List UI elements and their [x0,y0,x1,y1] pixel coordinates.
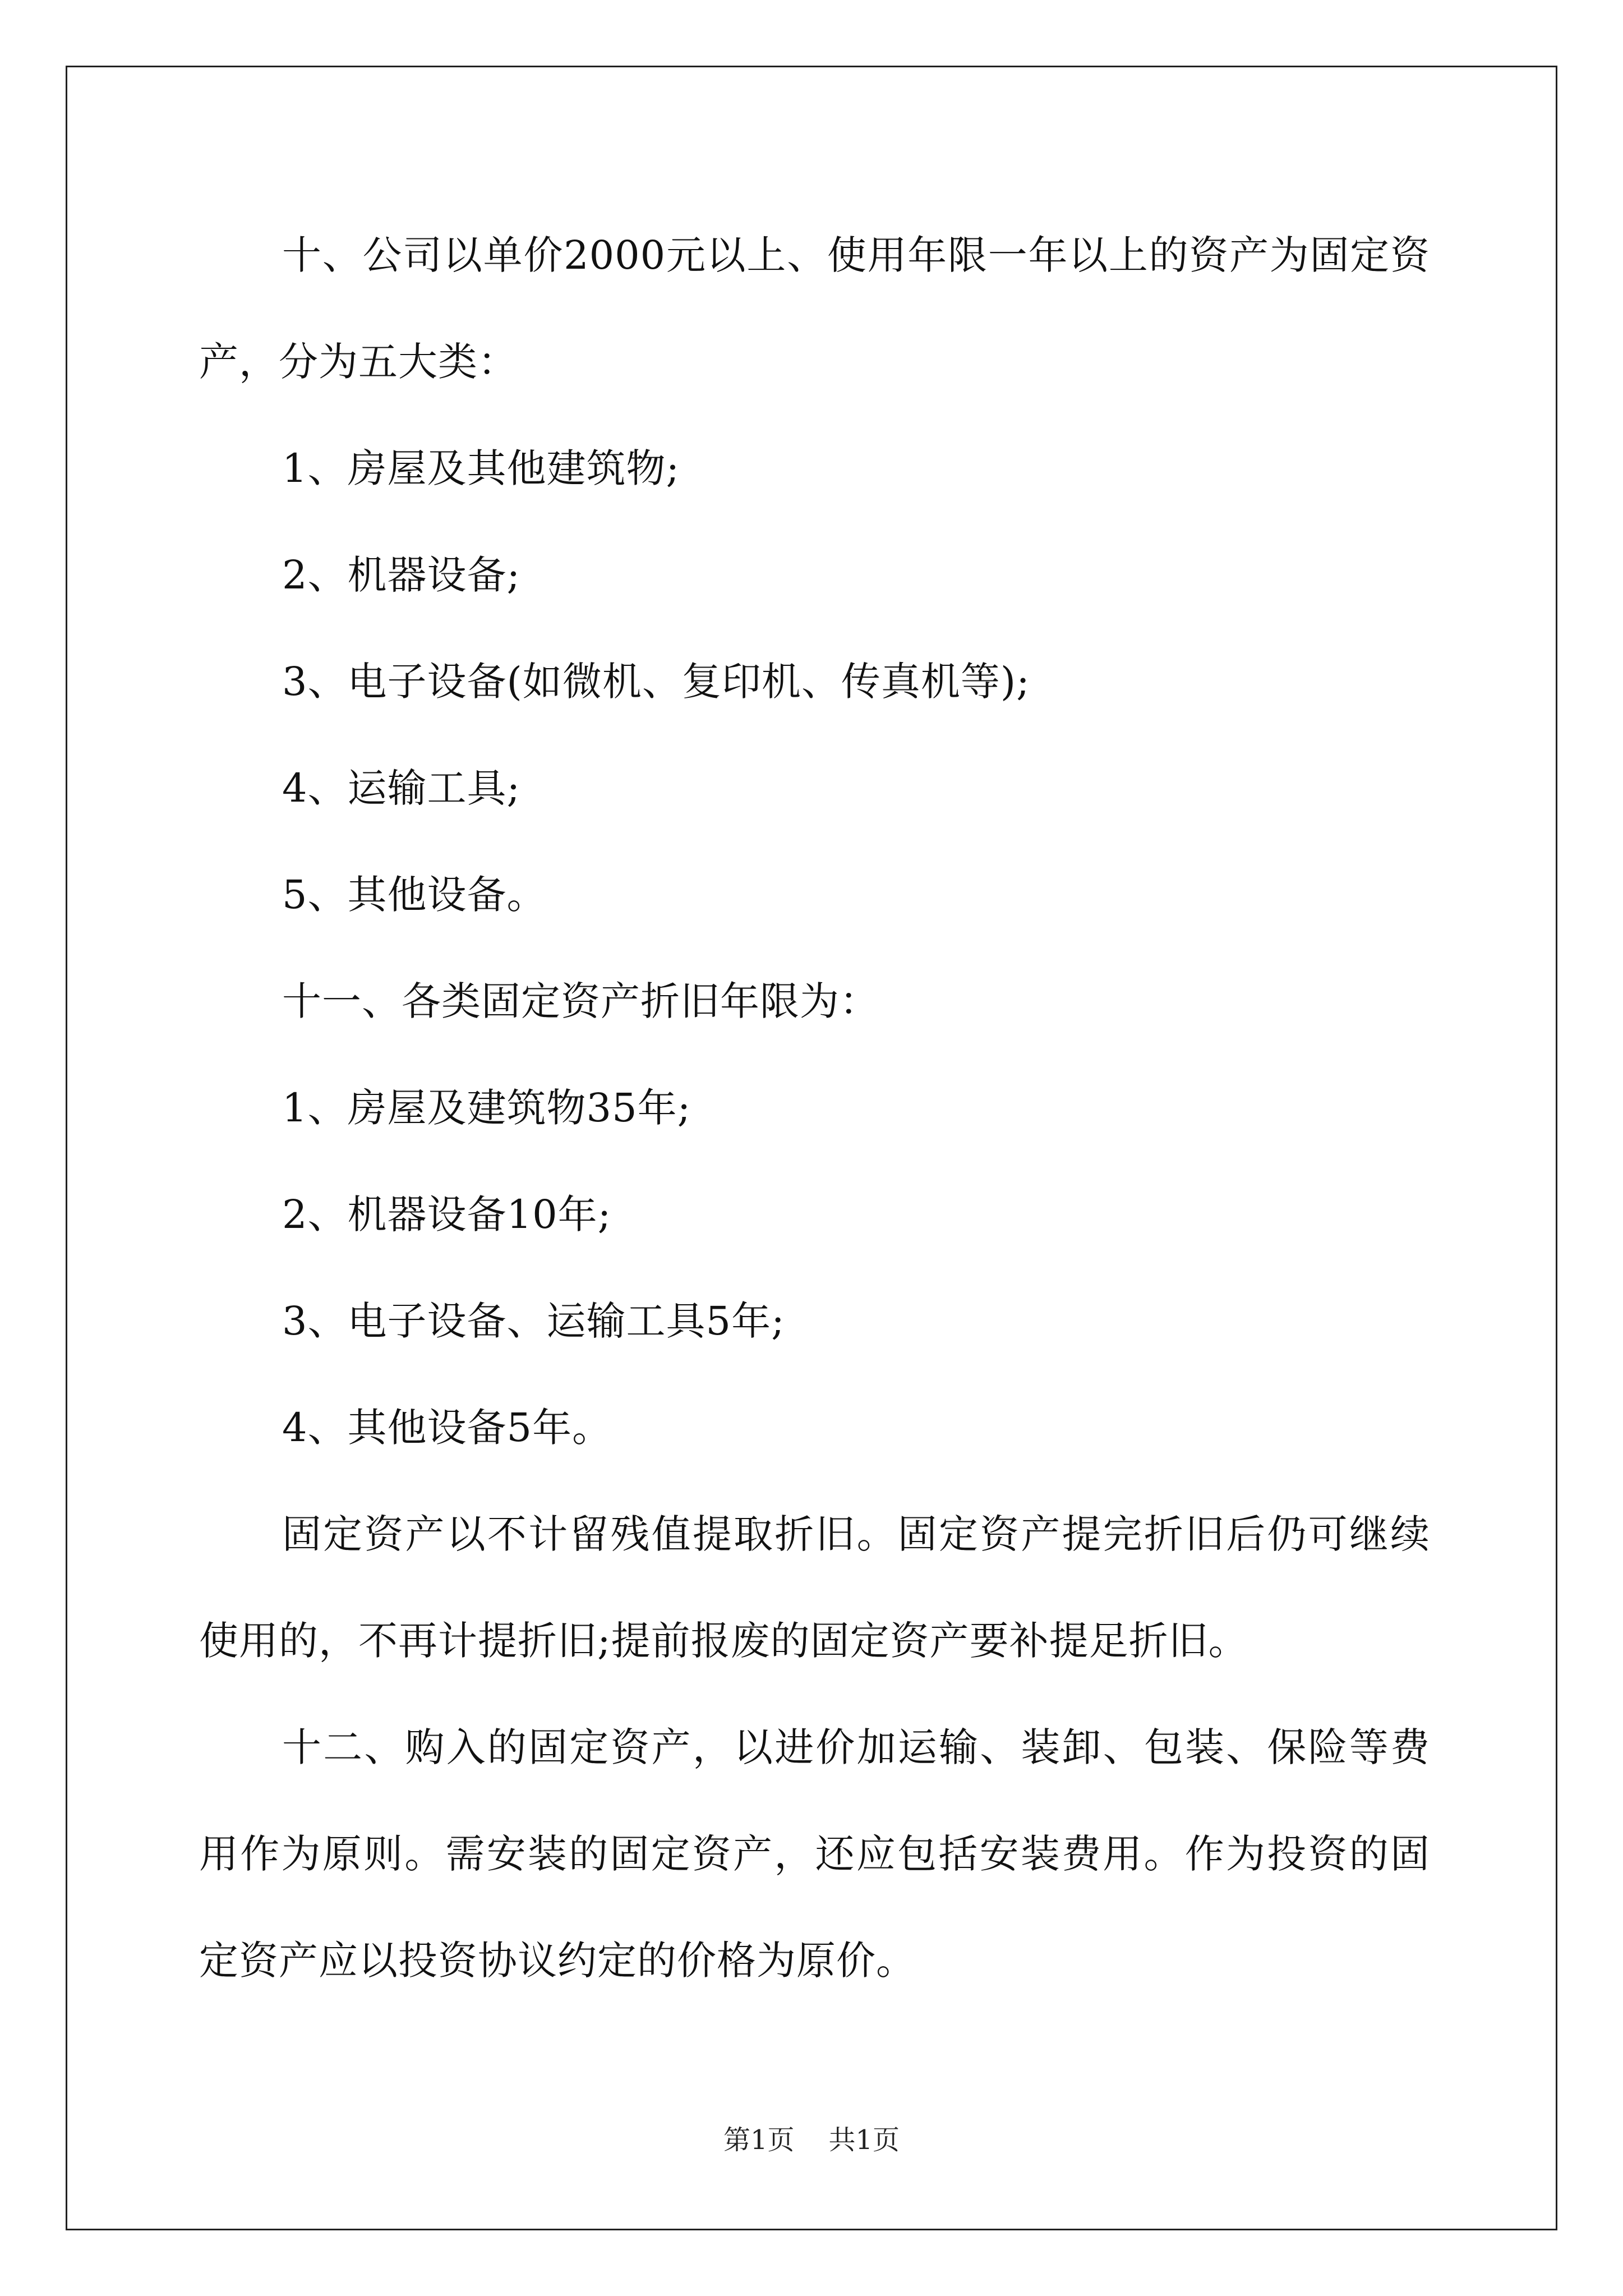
list-item-other-years: 4、其他设备5年。 [282,1405,612,1451]
list-item-machinery-years: 2、机器设备10年; [282,1191,612,1237]
list-item-buildings-years: 1、房屋及建筑物35年; [282,1085,691,1131]
paragraph-section-10: 十、公司以单价2000元以上、使用年限一年以上的资产为固定资产，分为五大类： [199,232,1430,385]
list-item-other-equipment: 5、其他设备。 [282,872,547,918]
list-item-electronics-transport-years: 3、电子设备、运输工具5年; [282,1298,785,1344]
document-body [199,202,1430,2014]
page-total: 共1页 [828,2124,900,2156]
list-item-machinery: 2、机器设备; [282,552,521,598]
page-number: 第1页 [723,2124,795,2156]
page-footer [0,2123,1623,2157]
paragraph-section-12: 十二、购入的固定资产，以进价加运输、装卸、包装、保险等费用作为原则。需安装的固定资产，还应包括安装费用。作为投资的固定资产应以投资协议约定的价格为原价。 [199,1724,1430,1984]
list-item-transport: 4、运输工具; [282,765,521,811]
list-item-buildings: 1、房屋及其他建筑物; [282,445,680,491]
list-item-electronics: 3、电子设备(如微机、复印机、传真机等); [282,659,1030,705]
paragraph-section-11: 十一、各类固定资产折旧年限为： [282,978,879,1024]
paragraph-depreciation-rule: 固定资产以不计留残值提取折旧。固定资产提完折旧后仍可继续使用的，不再计提折旧;提前报废的固定资产要补提足折旧。 [199,1511,1430,1664]
